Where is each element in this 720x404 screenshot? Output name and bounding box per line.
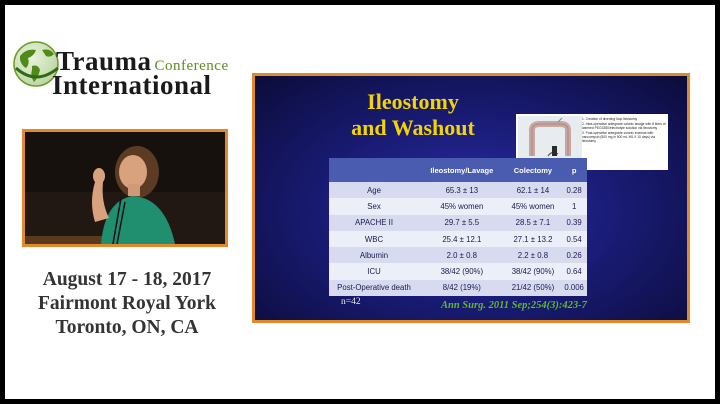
citation: Ann Surg. 2011 Sep;254(3):423-7 xyxy=(441,300,587,311)
cell-p: 0.54 xyxy=(561,231,587,247)
table-row xyxy=(329,231,587,247)
conference-logo xyxy=(12,38,232,100)
cell-colectomy: 27.1 ± 13.2 xyxy=(505,231,562,247)
row-label: Post-Operative death xyxy=(329,280,419,296)
cell-p: 0.64 xyxy=(561,263,587,279)
procedure-step: 3. Post-operative antegrade colonic enemas with vancomycin (500 mg in 500 mL NS X 10 days) via ileostomy xyxy=(582,131,655,144)
cell-ileostomy: 65.3 ± 13 xyxy=(419,182,505,198)
cell-colectomy: 38/42 (90%) xyxy=(505,263,562,279)
slide-title-line2: and Washout xyxy=(351,115,475,140)
slide-title-line1: Ileostomy xyxy=(367,89,459,114)
table-row xyxy=(329,182,587,198)
cell-ileostomy: 29.7 ± 5.5 xyxy=(419,215,505,231)
cell-ileostomy: 45% women xyxy=(419,198,505,214)
table-row xyxy=(329,263,587,279)
speaker-video xyxy=(22,129,228,247)
row-label: WBC xyxy=(329,231,419,247)
event-venue: Fairmont Royal York xyxy=(37,293,216,314)
slide-title xyxy=(325,89,501,141)
table-row xyxy=(329,280,587,296)
cell-ileostomy: 25.4 ± 12.1 xyxy=(419,231,505,247)
table-row xyxy=(329,215,587,231)
cell-p: 1 xyxy=(561,198,587,214)
cell-ileostomy: 38/42 (90%) xyxy=(419,263,505,279)
presentation-slide xyxy=(252,73,690,323)
cell-ileostomy: 8/42 (19%) xyxy=(419,280,505,296)
table-header-p: p xyxy=(561,158,587,182)
cell-colectomy: 62.1 ± 14 xyxy=(505,182,562,198)
event-date: August 17 - 18, 2017 xyxy=(42,269,212,290)
logo-word-conference: Conference xyxy=(154,58,229,74)
row-label: Albumin xyxy=(329,247,419,263)
cell-p: 0.006 xyxy=(561,280,587,296)
row-label: Age xyxy=(329,182,419,198)
logo-word-trauma: Trauma xyxy=(56,46,152,76)
logo-word-international: International xyxy=(52,70,212,100)
row-label: APACHE II xyxy=(329,215,419,231)
table-header-colectomy: Colectomy xyxy=(505,158,562,182)
row-label: Sex xyxy=(329,198,419,214)
row-label: ICU xyxy=(329,263,419,279)
table-row xyxy=(329,198,587,214)
cell-p: 0.28 xyxy=(561,182,587,198)
procedure-step: 2. Intra-operative antegrade colonic lavage with 8 liters of warmed PEG3350/electrolyte solution via ileostomy xyxy=(582,122,666,131)
speaker-image xyxy=(25,132,225,244)
procedure-step: 1. Creation of diverting loop ileostomy xyxy=(582,117,638,121)
table-header-ileostomy: Ileostomy/Lavage xyxy=(419,158,505,182)
cell-ileostomy: 2.0 ± 0.8 xyxy=(419,247,505,263)
table-row xyxy=(329,247,587,263)
cell-colectomy: 45% women xyxy=(505,198,562,214)
cell-colectomy: 28.5 ± 7.1 xyxy=(505,215,562,231)
event-city: Toronto, ON, CA xyxy=(55,317,199,338)
outcomes-table xyxy=(329,158,587,296)
table-header-row xyxy=(329,158,587,182)
procedure-steps xyxy=(582,117,666,145)
table-header-blank xyxy=(329,158,419,182)
event-info xyxy=(14,268,240,340)
cell-p: 0.39 xyxy=(561,215,587,231)
cell-colectomy: 2.2 ± 0.8 xyxy=(505,247,562,263)
cell-p: 0.26 xyxy=(561,247,587,263)
cell-colectomy: 21/42 (50%) xyxy=(505,280,562,296)
sample-size-label: n=42 xyxy=(341,297,361,307)
